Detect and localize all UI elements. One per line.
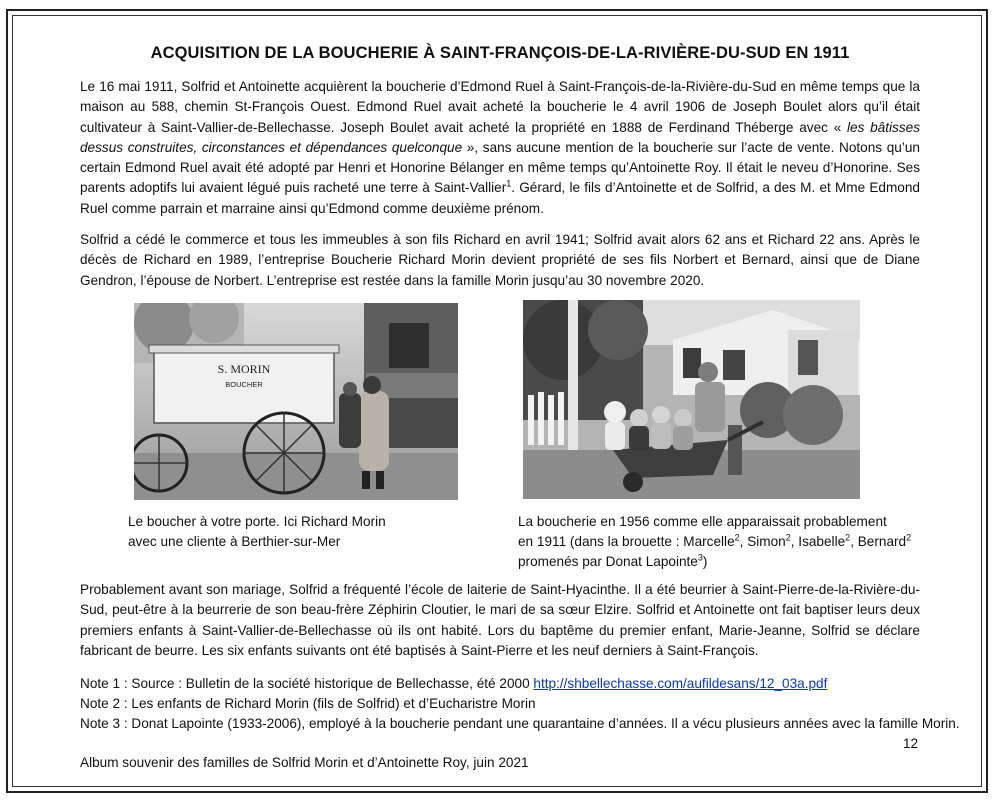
photo-butcher-shop-1956 bbox=[523, 300, 860, 499]
footnote-ref-2d: 2 bbox=[906, 532, 912, 543]
caption-donat: promenés par Donat Lapointe bbox=[518, 554, 698, 569]
paragraph-acquisition-part-a: Le 16 mai 1911, Solfrid et Antoinette acquièrent la boucherie d’Edmond Ruel à Saint-François-de-la-Rivière-du-Sud en même temps que la maison au 588, chemin St-François Ouest. Edmond Ruel avait acheté la boucherie le 4 avril 1906 de Joseph Boulet alors qu’il était cultivateur à Saint-Vallier-de-Bellechasse. Joseph Boulet avait acheté la propriété en 1888 de Ferdinand Théberge avec « bbox=[80, 79, 920, 135]
paragraph-acquisition-part-b: », sans aucune mention de la boucherie sur l’acte de vente. Notons qu’un certain Edmond Ruel avait été adopté par Henri et Honorine Bélanger en même temps qu’Antoinette Roy. Il était le neveu d’Honorine. Ses parents adoptifs lui avaient légué puis racheté une terre à Saint-Vallier bbox=[80, 139, 920, 196]
paragraph-acquisition-part-c: . Gérard, le fils d’Antoinette et de Solfrid, a des M. et Mme Edmond Ruel comme parrain et marraine ainsi qu’Edmond comme deuxième prénom. bbox=[80, 180, 920, 216]
footnote-ref-2b: 2 bbox=[785, 532, 791, 543]
caption-child-simon: , Simon bbox=[739, 534, 786, 549]
footnote-ref-3: 3 bbox=[697, 552, 703, 563]
caption-butcher-shop-line3 bbox=[518, 552, 938, 572]
page-number: 12 bbox=[903, 736, 919, 751]
page-footer: Album souvenir des familles de Solfrid Morin et d’Antoinette Roy, juin 2021 bbox=[80, 755, 529, 770]
caption-butcher-wagon bbox=[128, 512, 428, 552]
paragraph-butter-maker: Probablement avant son mariage, Solfrid a fréquenté l’école de laiterie de Saint-Hyacinthe. Il a été beurrier à Saint-Pierre-de-la-Rivière-du-Sud, peut-être à la beurrerie de son beau-frère Zéphirin Cloutier, le mari de sa sœur Elzire. Solfrid et Antoinette ont fait baptiser leurs deux premiers enfants à Saint-Vallier-de-Bellechasse où ils ont habité. Lors du baptême du premier enfant, Marie-Jeanne, Solfrid se déclare fabricant de beurre. Les six enfants suivants ont été baptisés à Saint-Pierre et les neuf derniers à Saint-François. bbox=[80, 582, 920, 658]
note-2: Note 2 : Les enfants de Richard Morin (fils de Solfrid) et d’Eucharistre Morin bbox=[80, 696, 536, 711]
footnote-ref-2a: 2 bbox=[734, 532, 740, 543]
paragraph-succession: Solfrid a cédé le commerce et tous les immeubles à son fils Richard en avril 1941; Solfrid avait alors 62 ans et Richard 22 ans. Après le décès de Richard en 1989, l’entreprise Boucherie Richard Morin devient propriété de ses fils Norbert et Bernard, ainsi que de Diane Gendron, l’épouse de Norbert. L’entreprise est restée dans la famille Morin jusqu’au 30 novembre 2020. bbox=[80, 232, 920, 288]
caption-child-marcelle: en 1911 (dans la brouette : Marcelle bbox=[518, 534, 735, 549]
caption-butcher-shop-line1: La boucherie en 1956 comme elle apparaissait probablement bbox=[518, 514, 887, 529]
wagon-sign-trade: BOUCHER bbox=[225, 380, 263, 389]
note-1-text: Note 1 : Source : Bulletin de la société historique de Bellechasse, été 2000 bbox=[80, 676, 534, 691]
wagon-sign-name: S. MORIN bbox=[217, 362, 271, 376]
paragraph-acquisition-quote: les bâtisses dessus construites, circonstances et dépendances quelconque bbox=[80, 119, 920, 155]
photo-butcher-shop-drawing bbox=[523, 300, 860, 499]
note-1 bbox=[80, 674, 827, 694]
caption-butcher-wagon-line1: Le boucher à votre porte. Ici Richard Morin bbox=[128, 514, 386, 529]
footnote-ref-2c: 2 bbox=[845, 532, 851, 543]
caption-child-isabelle: , Isabelle bbox=[790, 534, 846, 549]
paragraph-acquisition bbox=[80, 77, 920, 219]
note-1-link[interactable]: http://shbellechasse.com/aufildesans/12_03a.pdf bbox=[533, 676, 828, 691]
caption-close-paren: ) bbox=[702, 554, 708, 569]
note-3: Note 3 : Donat Lapointe (1933-2006), employé à la boucherie pendant une quarantaine d’années. Il a vécu plusieurs années avec la famille Morin. bbox=[80, 716, 960, 731]
photo-butcher-wagon bbox=[134, 303, 458, 500]
photo-butcher-wagon-drawing bbox=[134, 303, 458, 500]
caption-butcher-wagon-line2: avec une cliente à Berthier-sur-Mer bbox=[128, 534, 341, 549]
footnote-ref-1: 1 bbox=[506, 178, 512, 189]
page-title: ACQUISITION DE LA BOUCHERIE À SAINT-FRANÇOIS-DE-LA-RIVIÈRE-DU-SUD EN 1911 bbox=[150, 44, 850, 62]
caption-butcher-shop bbox=[518, 512, 938, 572]
caption-butcher-shop-line2 bbox=[518, 532, 938, 552]
caption-child-bernard: , Bernard bbox=[850, 534, 907, 549]
